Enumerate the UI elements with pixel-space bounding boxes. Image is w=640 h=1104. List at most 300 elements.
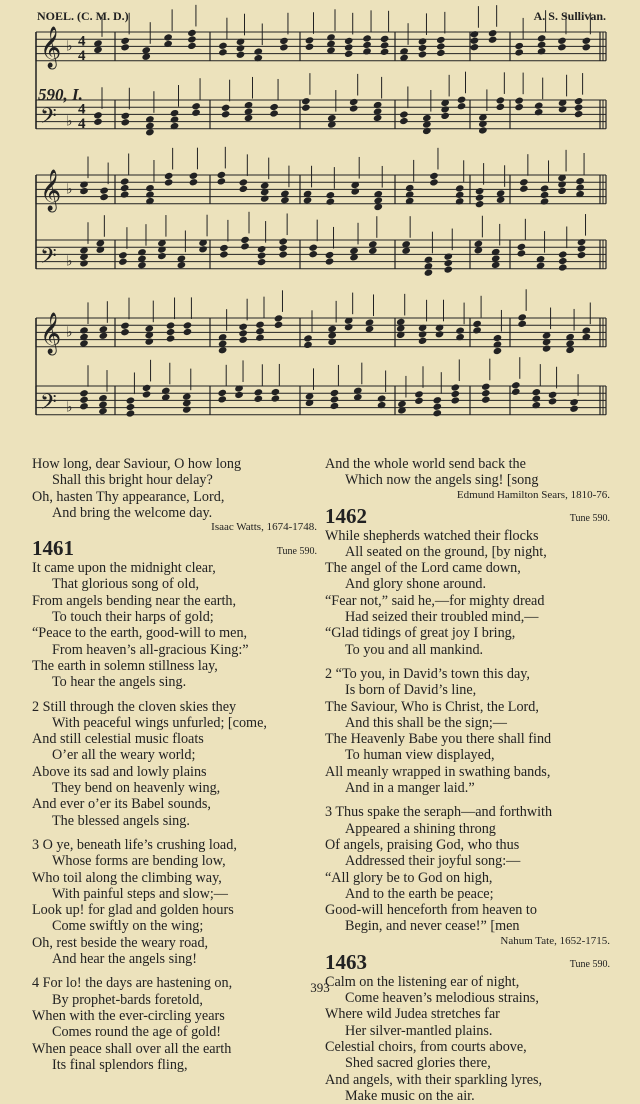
note-head (540, 184, 550, 192)
verse-line: Oh, hasten Thy appearance, Lord, (32, 488, 225, 505)
verse-line: With painful steps and slow;— (52, 885, 228, 902)
verse-line: Come swiftly on the wing; (52, 918, 204, 935)
note-head (557, 43, 567, 51)
note-head (537, 41, 547, 49)
verse-line: And still celestial music floats (32, 731, 204, 748)
note-head (271, 388, 281, 396)
note-head (557, 187, 567, 195)
note-head (493, 347, 503, 355)
note-head (238, 336, 248, 344)
note-head (221, 104, 231, 112)
note-head (274, 321, 284, 329)
note-head (399, 47, 409, 55)
note-head (219, 244, 229, 252)
verse-line: By prophet-bards foretold, (52, 991, 203, 1008)
verse-line: While shepherds watched their flocks (325, 527, 539, 544)
note-head (279, 37, 289, 45)
note-head (217, 395, 227, 403)
note-head (257, 245, 267, 253)
flat-icon: ♭ (66, 181, 73, 198)
note-head (327, 114, 337, 122)
note-head (380, 35, 390, 43)
page-number: 393 (310, 980, 330, 995)
note-head (577, 244, 587, 252)
note-head (349, 104, 359, 112)
note-head (182, 392, 192, 400)
note-head (308, 244, 318, 252)
note-head (240, 242, 250, 250)
note-head (118, 258, 128, 266)
note-head (79, 187, 89, 195)
note-head (418, 330, 428, 338)
time-signature: 4 (78, 33, 86, 50)
note-head (191, 109, 201, 117)
note-head (142, 384, 152, 392)
note-head (475, 187, 485, 195)
verse-line: Who toil along the climbing way, (32, 869, 222, 886)
verse-line: Addressed their joyful song:— (345, 853, 521, 870)
note-head (257, 258, 267, 266)
note-head (362, 41, 372, 49)
verse-line: Where wild Judea stretches far (325, 1006, 500, 1023)
note-head (182, 405, 192, 413)
verse-line: Look up! for glad and golden hours (32, 902, 234, 919)
note-head (189, 172, 199, 180)
note-head (582, 37, 592, 45)
note-head (137, 261, 147, 269)
note-head (418, 50, 428, 58)
note-head (301, 97, 311, 105)
note-head (157, 245, 167, 253)
note-head (217, 177, 227, 185)
note-head (517, 249, 527, 257)
verse-line: All seated on the ground, [by night, (345, 543, 547, 560)
note-head (166, 321, 176, 329)
note-head (142, 390, 152, 398)
bass-clef-icon: 𝄢 (40, 389, 57, 420)
note-head (260, 182, 270, 190)
verse-line: And hear the angels sing! (52, 951, 197, 968)
note-head (217, 171, 227, 179)
verse-line: The earth in solemn stillness lay, (32, 657, 218, 674)
note-head (278, 237, 288, 245)
note-head (380, 48, 390, 56)
note-head (577, 251, 587, 259)
verse-line: How long, dear Saviour, O how long (32, 456, 242, 472)
note-head (514, 96, 524, 104)
note-head (472, 320, 482, 328)
note-head (145, 184, 155, 192)
flat-icon: ♭ (66, 399, 73, 416)
note-head (401, 247, 411, 255)
verse-line: To you and all mankind. (345, 641, 484, 658)
tune-reference: Tune 590. (569, 513, 610, 525)
flat-icon: ♭ (66, 38, 73, 55)
note-head (436, 36, 446, 44)
note-head (269, 109, 279, 117)
verse-line: It came upon the midnight clear, (32, 560, 216, 577)
note-head (244, 101, 254, 109)
note-head (470, 43, 480, 51)
verse-line: And in a manger laid.” (345, 780, 475, 797)
note-head (187, 35, 197, 43)
note-head (121, 118, 131, 126)
verse-line: 2 “To you, in David’s town this day, (325, 665, 530, 682)
note-head (472, 326, 482, 334)
note-head (278, 244, 288, 252)
note-head (475, 200, 485, 208)
note-head (99, 193, 109, 201)
note-head (271, 394, 281, 402)
note-head (511, 381, 521, 389)
note-head (450, 396, 460, 404)
note-head (581, 326, 591, 334)
note-head (278, 250, 288, 258)
note-head (519, 178, 529, 186)
note-head (542, 344, 552, 352)
note-head (422, 127, 432, 135)
note-head (255, 327, 265, 335)
note-head (558, 257, 568, 265)
note-head (457, 102, 467, 110)
note-head (344, 50, 354, 58)
note-head (532, 388, 542, 396)
note-head (325, 251, 335, 259)
note-head (350, 187, 360, 195)
note-head (257, 251, 267, 259)
note-head (534, 101, 544, 109)
verse-line: And bring the welcome day. (52, 504, 213, 521)
note-head (280, 196, 290, 204)
verse-line: Oh, rest beside the weary road, (32, 934, 209, 951)
note-head (405, 190, 415, 198)
note-head (470, 30, 480, 38)
note-head (218, 333, 228, 341)
note-head (493, 334, 503, 342)
note-head (534, 108, 544, 116)
note-head (478, 120, 488, 128)
note-head (126, 396, 136, 404)
note-head (187, 29, 197, 37)
author-attribution: Isaac Watts, 1674-1748. (211, 521, 317, 534)
note-head (436, 42, 446, 50)
note-head (218, 42, 228, 50)
note-head (145, 128, 155, 136)
hymn-1462-text (325, 528, 610, 935)
note-head (457, 96, 467, 104)
note-head (344, 43, 354, 51)
verse-line: When with the ever-circling years (32, 1007, 225, 1024)
note-head (455, 191, 465, 199)
note-head (537, 34, 547, 42)
verse-line: “Fear not,” said he,—for mighty dread (325, 592, 545, 609)
verse-line: Shed sacred glories there, (345, 1055, 491, 1072)
note-head (79, 396, 89, 404)
verse-line: And angels, with their sparkling lyres, (325, 1071, 543, 1088)
verse-line: Of angels, praising God, who thus (325, 836, 520, 853)
author-attribution: Edmund Hamilton Sears, 1810-76. (456, 488, 610, 501)
note-head (93, 46, 103, 54)
tune-reference: Tune 590. (569, 959, 610, 971)
note-head (221, 110, 231, 118)
note-head (326, 191, 336, 199)
note-head (170, 109, 180, 117)
verse-line: They bend on heavenly wing, (52, 780, 221, 797)
note-head (120, 177, 130, 185)
note-head (540, 197, 550, 205)
note-head (330, 402, 340, 410)
note-head (575, 183, 585, 191)
note-head (414, 397, 424, 405)
verse-line: Good-will henceforth from heaven to (325, 902, 537, 919)
note-head (118, 251, 128, 259)
time-signature: 4 (78, 101, 86, 118)
verse-line: The blessed angels sing. (52, 812, 190, 829)
verse-line: The Heavenly Babe you there shall find (325, 731, 552, 748)
note-head (514, 42, 524, 50)
time-signature: 4 (78, 47, 86, 64)
note-head (98, 394, 108, 402)
note-head (574, 110, 584, 118)
note-head (120, 184, 130, 192)
verse-line: And the whole world send back the (325, 456, 526, 472)
note-head (253, 47, 263, 55)
verse-line: And ever o’er its Babel sounds, (32, 796, 211, 813)
note-head (575, 177, 585, 185)
note-head (79, 326, 89, 334)
note-head (450, 390, 460, 398)
note-head (548, 397, 558, 405)
note-head (418, 337, 428, 345)
note-head (443, 252, 453, 260)
verse-line: “All glory be to God on high, (325, 869, 493, 886)
note-head (189, 178, 199, 186)
verse-line: Begin, and never cease!” [men (345, 918, 520, 935)
note-head (517, 243, 527, 251)
note-head (399, 110, 409, 118)
verse-line: To hear the angels sing. (52, 674, 187, 691)
verse-line: Celestial choirs, from courts above, (325, 1038, 527, 1055)
time-signature: 4 (78, 115, 86, 132)
right-column (325, 456, 610, 1104)
note-head (488, 36, 498, 44)
note-head (557, 180, 567, 188)
tune-title: NOEL. (C. M. D.) (37, 9, 129, 23)
note-head (558, 250, 568, 258)
note-head (254, 395, 264, 403)
verse-line: And glory shone around. (345, 576, 487, 593)
bass-clef-icon: 𝄢 (40, 243, 57, 274)
note-head (161, 387, 171, 395)
note-head (569, 405, 579, 413)
verse-line: Which now the angels sing! [song (345, 472, 539, 489)
note-head (455, 184, 465, 192)
verse-line: To human view displayed, (345, 747, 495, 764)
note-head (435, 330, 445, 338)
note-head (79, 389, 89, 397)
note-head (238, 323, 248, 331)
hymn-header-1463 (325, 950, 610, 974)
note-head (373, 114, 383, 122)
note-head (330, 395, 340, 403)
note-head (255, 321, 265, 329)
note-head (422, 114, 432, 122)
note-head (279, 43, 289, 51)
note-head (424, 256, 434, 264)
flat-icon: ♭ (66, 324, 73, 341)
stanza-gap (325, 796, 610, 804)
note-head (166, 334, 176, 342)
verse-line: Her silver-mantled plains. (345, 1022, 493, 1039)
verse-line: Whose forms are bending low, (52, 853, 226, 870)
verse-line: Calm on the listening ear of night, (325, 973, 520, 990)
note-head (443, 259, 453, 267)
verse-line: Comes round the age of gold! (52, 1024, 222, 1041)
note-head (120, 328, 130, 336)
note-head (548, 391, 558, 399)
note-head (79, 259, 89, 267)
treble-clef-icon: 𝄞 (40, 26, 62, 68)
note-head (349, 247, 359, 255)
verse-line: “Peace to the earth, good-will to men, (32, 625, 248, 642)
note-head (557, 37, 567, 45)
verse-line: Above its sad and lowly plains (32, 763, 207, 780)
note-head (198, 245, 208, 253)
hymn-number: 1461 (32, 536, 74, 561)
note-head (163, 33, 173, 41)
note-head (377, 394, 387, 402)
note-head (240, 236, 250, 244)
note-head (177, 261, 187, 269)
hymn-header-1461 (32, 536, 317, 560)
note-head (537, 47, 547, 55)
hymn-1460-ending (32, 456, 317, 521)
note-head (399, 117, 409, 125)
verse-line: “Glad tidings of great joy I bring, (325, 625, 516, 642)
note-head (440, 112, 450, 120)
note-head (436, 49, 446, 57)
note-head (238, 329, 248, 337)
note-head (79, 402, 89, 410)
note-head (144, 324, 154, 332)
note-head (305, 43, 315, 51)
verse-line: Shall this bright hour delay? (52, 472, 213, 489)
note-head (219, 250, 229, 258)
note-head (481, 395, 491, 403)
verse-line: All meanly wrapped in swathing bands, (325, 763, 551, 780)
note-head (145, 115, 155, 123)
note-head (330, 389, 340, 397)
note-head (362, 47, 372, 55)
note-head (440, 105, 450, 113)
note-head (326, 33, 336, 41)
stanza-gap (32, 829, 317, 837)
note-head (443, 265, 453, 273)
note-head (234, 391, 244, 399)
note-head (558, 263, 568, 271)
note-head (183, 328, 193, 336)
note-head (397, 400, 407, 408)
note-head (137, 248, 147, 256)
note-head (120, 43, 130, 51)
verse-line: The angel of the Lord came down, (325, 560, 521, 577)
note-head (574, 103, 584, 111)
note-head (349, 98, 359, 106)
note-head (514, 103, 524, 111)
verse-line: Its final splendors fling, (52, 1056, 188, 1073)
note-head (244, 114, 254, 122)
note-head (418, 44, 428, 52)
note-head (478, 126, 488, 134)
note-head (432, 403, 442, 411)
bass-clef-icon: 𝄢 (40, 103, 57, 134)
note-head (120, 190, 130, 198)
verse-line: With peaceful wings unfurled; [come, (52, 714, 267, 731)
note-head (432, 409, 442, 417)
note-head (540, 191, 550, 199)
verse-line: Come heaven’s melodious strains, (345, 990, 539, 1007)
note-head (308, 250, 318, 258)
note-head (164, 178, 174, 186)
stanza-gap (325, 658, 610, 666)
note-head (582, 43, 592, 51)
note-head (405, 184, 415, 192)
hymn-1461-ending (325, 456, 610, 489)
note-head (260, 194, 270, 202)
verse-line: 2 Still through the cloven skies they (32, 698, 237, 715)
note-head (558, 105, 568, 113)
verse-line: 3 Thus spake the seraph—and forthwith (325, 804, 553, 821)
verse-line: To touch their harps of gold; (52, 609, 214, 626)
verse-line: 4 For lo! the days are hastening on, (32, 975, 233, 992)
note-head (450, 383, 460, 391)
verse-line: Make music on the air. (345, 1087, 475, 1104)
note-head (327, 325, 337, 333)
verse-line: Had seized their troubled mind,— (345, 609, 539, 626)
composer: A. S. Sullivan. (533, 9, 606, 23)
note-head (305, 36, 315, 44)
note-head (239, 178, 249, 186)
note-head (303, 341, 313, 349)
verse-line: That glorious song of old, (52, 576, 199, 593)
note-head (514, 48, 524, 56)
note-head (481, 389, 491, 397)
flat-icon: ♭ (66, 253, 73, 270)
stanza-gap (32, 691, 317, 699)
flat-icon: ♭ (66, 113, 73, 130)
note-head (236, 44, 246, 52)
stanza-gap (32, 967, 317, 975)
note-head (187, 42, 197, 50)
verse-line: And to the earth be peace; (345, 885, 494, 902)
note-head (373, 101, 383, 109)
note-head (574, 97, 584, 105)
note-head (327, 338, 337, 346)
note-head (98, 407, 108, 415)
hymn-marker: 590, I. (38, 85, 83, 104)
note-head (120, 322, 130, 330)
note-head (254, 388, 264, 396)
treble-clef-icon: 𝄞 (40, 169, 62, 211)
note-head (303, 334, 313, 342)
note-head (362, 34, 372, 42)
note-head (517, 320, 527, 328)
note-head (511, 388, 521, 396)
note-head (491, 248, 501, 256)
note-head (418, 37, 428, 45)
hymn-number: 1463 (325, 949, 367, 974)
verse-line: And this shall be the sign;— (345, 714, 507, 731)
